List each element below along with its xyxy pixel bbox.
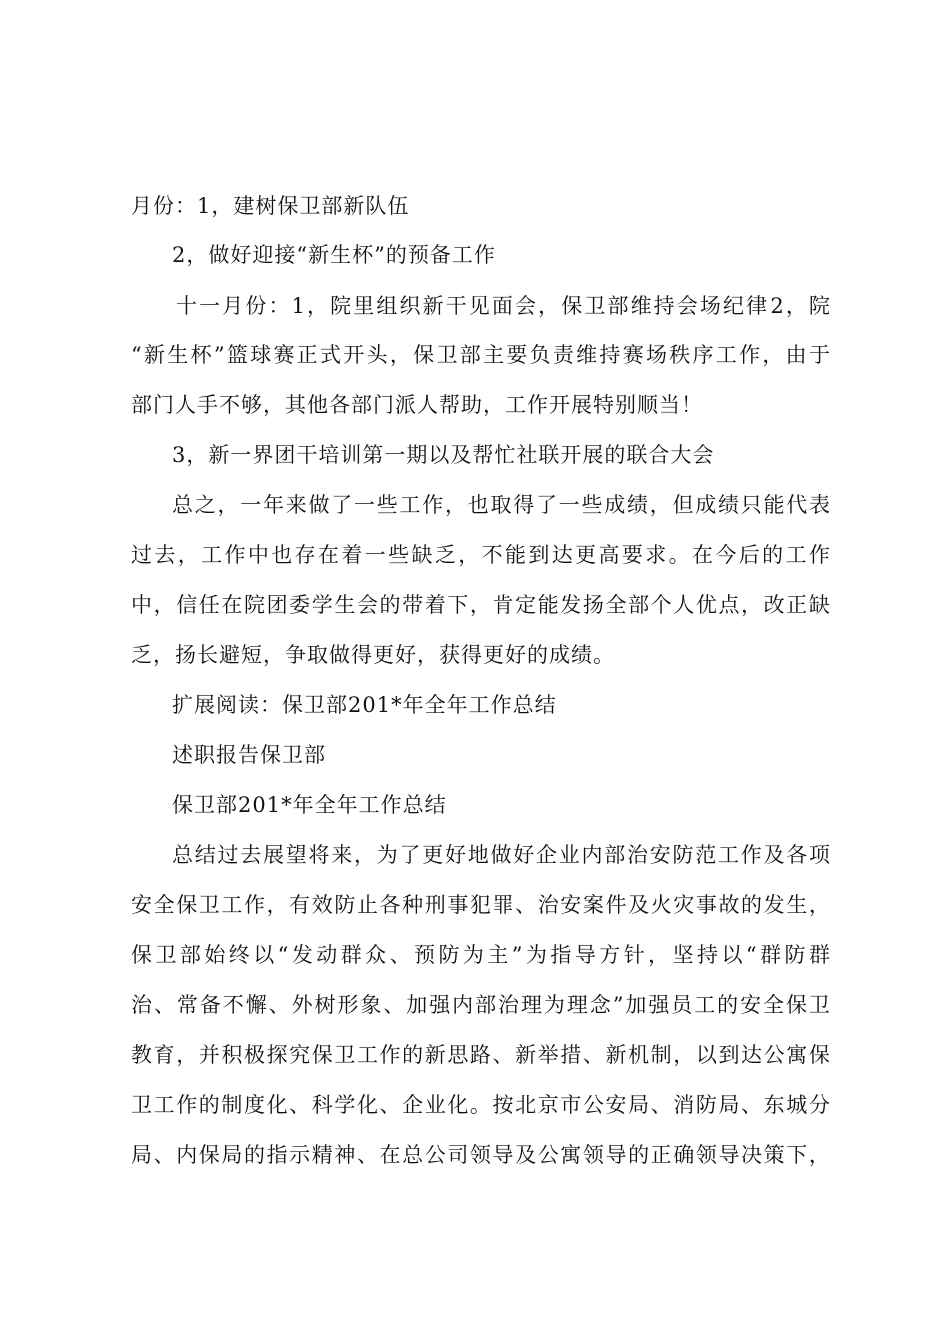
text-line: 过 去 ， 工 作 中 也 存 在 着 一 些 缺 乏 ， 不 能 到 达 更 高 要 求 。 在 今 后 的 工 作 xyxy=(131,543,831,567)
text-line: 卫 工 作 的 制 度 化 、 科 学 化 、 企 业 化 。 按 北 京 市 公 安 局 、 消 防 局 、 东 城 分 xyxy=(131,1093,831,1117)
text-line: 局 、 内 保 局 的 指 示 精 神 、 在 总 公 司 领 导 及 公 寓 领 导 的 正 确 领 导 决 策 下 ， xyxy=(131,1143,831,1167)
text-line: “ 新 生 杯 ” 篮 球 赛 正 式 开 头 ， 保 卫 部 主 要 负 责 维 持 赛 场 秩 序 工 作 ， 由 于 xyxy=(131,343,831,367)
text-line: 月份：1，建树保卫部新队伍 xyxy=(131,194,410,218)
text-line: 述职报告保卫部 xyxy=(172,743,326,767)
text-line: 乏，扬长避短，争取做得更好，获得更好的成绩。 xyxy=(131,643,615,667)
text-line: 治 、 常 备 不 懈 、 外 树 形 象 、 加 强 内 部 治 理 为 理 念 ” 加 强 员 工 的 安 全 保 卫 xyxy=(131,993,831,1017)
text-line: 部门人手不够，其他各部门派人帮助，工作开展特别顺当！ xyxy=(131,393,703,417)
text-line: 扩展阅读：保卫部201*年全年工作总结 xyxy=(172,693,557,717)
text-line: 3，新一界团干培训第一期以及帮忙社联开展的联合大会 xyxy=(172,443,715,467)
text-line: 总 结 过 去 展 望 将 来 ， 为 了 更 好 地 做 好 企 业 内 部 治 安 防 范 工 作 及 各 项 xyxy=(172,843,831,867)
text-line: 保卫部201*年全年工作总结 xyxy=(172,793,447,817)
text-line: 中 ， 信 任 在 院 团 委 学 生 会 的 带 着 下 ， 肯 定 能 发 扬 全 部 个 人 优 点 ， 改 正 缺 xyxy=(131,593,831,617)
text-line: 保 卫 部 始 终 以 “ 发 动 群 众 、 预 防 为 主 ” 为 指 导 方 针 ， 坚 持 以 “ 群 防 群 xyxy=(131,943,831,967)
text-line: 教 育 ， 并 积 极 探 究 保 卫 工 作 的 新 思 路 、 新 举 措 、 新 机 制 ， 以 到 达 公 寓 保 xyxy=(131,1043,831,1067)
text-line: 2，做好迎接“新生杯”的预备工作 xyxy=(172,243,496,267)
text-line: 十 一 月 份 ： 1 ， 院 里 组 织 新 干 见 面 会 ， 保 卫 部 维 持 会 场 纪 律 2 ， 院 xyxy=(176,294,831,318)
text-line: 安 全 保 卫 工 作 ， 有 效 防 止 各 种 刑 事 犯 罪 、 治 安 案 件 及 火 灾 事 故 的 发 生 ， xyxy=(131,893,831,917)
text-line: 总 之 ， 一 年 来 做 了 一 些 工 作 ， 也 取 得 了 一 些 成 绩 ， 但 成 绩 只 能 代 表 xyxy=(172,493,831,517)
